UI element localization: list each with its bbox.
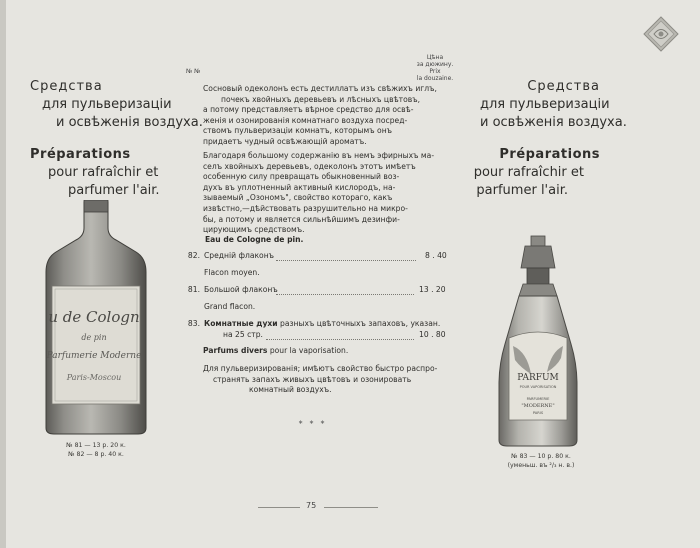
diamond-ornament-icon (643, 16, 679, 52)
paragraph-room-perfume (203, 364, 437, 396)
item-name: Средній флаконъ (204, 251, 275, 260)
paragraph-line: почекъ хвойныхъ деревьевъ и лѣсныхъ цвѣтовъ, (221, 94, 420, 104)
bottle-label-text: PARIS (532, 411, 544, 415)
bottle-label-text: PARFUM (517, 373, 559, 383)
price-column-header (412, 54, 458, 82)
price-header-line: за дюжину. (416, 61, 454, 68)
perfume-bottle-image (497, 234, 579, 448)
heading-ru-line: и освѣженія воздуха. (480, 115, 627, 130)
paragraph-line: Благодаря большому содержанію въ немъ эфирныхъ ма- (203, 151, 435, 160)
paragraph-line: цирующимъ средствомъ. (203, 225, 305, 235)
item-french-name: Grand flacon. (204, 302, 256, 311)
binding-edge (0, 0, 6, 548)
paragraph-line: придаетъ чудный освѣжающій ароматъ. (203, 136, 367, 146)
item-price: 10 . 80 (419, 330, 446, 339)
paragraph-line: зываемый „Озономъ", свойство котораго, какъ (203, 193, 393, 203)
paragraph-ozone (203, 151, 434, 236)
item-number: 82. (187, 251, 200, 260)
heading-ru-line: Средства (527, 79, 600, 94)
price-header-line: Prix (429, 68, 441, 75)
price-item-82 (184, 251, 274, 262)
item-description-cont: на 25 стр. (223, 330, 263, 339)
caption-line: № 81 — 13 р. 20 к. (66, 442, 126, 449)
left-heading-ru (30, 78, 203, 132)
bottle-label-text: POUR VAPORISATION (519, 385, 557, 389)
price-header-line: la douzaine. (416, 75, 454, 82)
right-bottle-caption (498, 452, 584, 470)
heading-ru-line: для пульверизаціи (480, 97, 610, 112)
bottle-label-text: de pin (81, 333, 107, 342)
paragraph-line: комнатный воздухъ. (249, 385, 332, 395)
section-separator-stars: ∗ ∗ ∗ (298, 419, 327, 426)
price-item-81 (184, 285, 278, 296)
item-number: 81. (187, 285, 200, 294)
cologne-bottle-image (44, 200, 148, 436)
leader-dots (276, 294, 414, 295)
number-column-header: № № (186, 68, 201, 75)
item-french-rest: pour la vaporisation. (267, 346, 349, 355)
paragraph-line: Для пульверизированія; имѣютъ свойство быстро распро- (203, 364, 438, 373)
product-title-cologne: Eau de Cologne de pin. (205, 235, 304, 244)
paragraph-line: особенную силу превращать обыкновенный воз- (203, 172, 400, 182)
heading-fr-line: pour rafraîchir et (48, 165, 159, 180)
footer-rule (258, 507, 300, 508)
heading-fr-line: Préparations (30, 147, 131, 162)
heading-ru-line: Средства (30, 79, 103, 94)
footer-rule (324, 507, 378, 508)
paragraph-line: женія и озонированія комнатнаго воздуха посред- (203, 115, 408, 125)
bottle-label-text: u de Cologn (48, 308, 140, 326)
item-french-name (203, 346, 348, 355)
item-french-bold: Parfums divers (203, 346, 268, 355)
paragraph-line: извѣстно,—дѣйствовать разрушительно на микро- (203, 203, 408, 213)
paragraph-line: ствомъ пульверизаціи комнатъ, которымъ онъ (203, 126, 393, 136)
caption-line: № 83 — 10 р. 80 к. (511, 453, 571, 460)
item-price: 13 . 20 (419, 285, 446, 294)
bottle-label-text: PARFUMERIE (526, 397, 550, 401)
item-description: разныхъ цвѣточныхъ запаховъ, указан. (277, 319, 441, 328)
heading-fr-line: parfumer l'air. (68, 183, 160, 198)
item-name: Комнатные духи (204, 319, 278, 328)
page-footer (258, 500, 378, 514)
bottle-label-text: "MODERNE" (521, 403, 555, 409)
bottle-label-text: Parfumerie Moderne (46, 351, 142, 361)
paragraph-line: а потому представляетъ вѣрное средство для освѣ- (203, 105, 414, 115)
paragraph-pine-cologne (203, 84, 437, 148)
left-bottle-caption (56, 441, 136, 459)
paragraph-line: бы, а потому и является сильнѣйшимъ дезинфи- (203, 214, 400, 224)
paragraph-line: духъ въ уплотненный активный кислородъ, на- (203, 182, 396, 192)
right-heading-ru (480, 78, 627, 132)
bottle-label-text: Paris-Moscou (66, 373, 122, 382)
leader-dots (276, 260, 416, 261)
item-number: 83. (187, 319, 200, 328)
heading-fr-line: parfumer l'air. (476, 183, 568, 198)
paragraph-line: селъ хвойныхъ деревьевъ, одеколонъ этотъ имѣетъ (203, 161, 416, 171)
caption-line: (уменьш. въ ²/₃ н. в.) (507, 462, 575, 469)
right-heading-fr (455, 146, 600, 200)
caption-line: № 82 — 8 р. 40 к. (68, 451, 124, 458)
heading-fr-line: Préparations (499, 147, 600, 162)
heading-ru-line: для пульверизаціи (42, 97, 172, 112)
price-header-line: Цѣна (426, 54, 444, 61)
left-heading-fr (30, 146, 160, 200)
item-french-name: Flacon moyen. (204, 268, 260, 277)
paragraph-line: странять запахъ живыхъ цвѣтовъ и озонировать (213, 374, 412, 384)
item-price: 8 . 40 (425, 251, 447, 260)
item-name: Большой флаконъ (204, 285, 278, 294)
page-number: 75 (306, 501, 317, 510)
heading-fr-line: pour rafraîchir et (473, 165, 584, 180)
price-item-83 (184, 319, 440, 330)
paragraph-line: Сосновый одеколонъ есть дестиллатъ изъ свѣжихъ иглъ, (203, 84, 437, 93)
leader-dots (266, 339, 414, 340)
heading-ru-line: и освѣженія воздуха. (56, 115, 203, 130)
